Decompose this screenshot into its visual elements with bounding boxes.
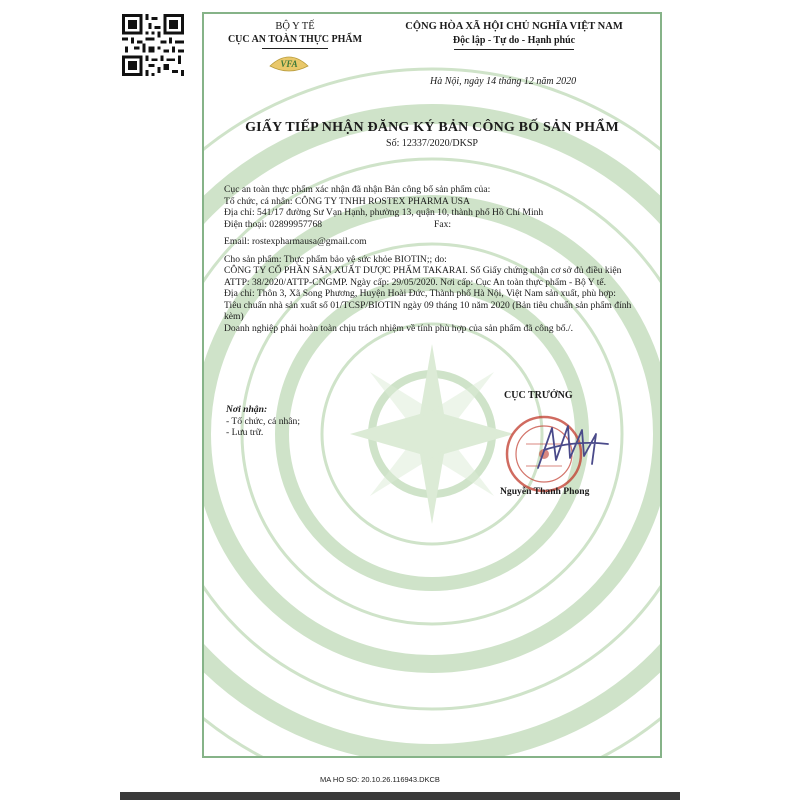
recipient-item: - Tổ chức, cá nhân; (226, 415, 301, 427)
issue-date: Hà Nội, ngày 14 tháng 12 năm 2020 (430, 76, 577, 87)
signer-name: Nguyễn Thanh Phong (500, 486, 590, 497)
organization-line: Tổ chức, cá nhân: CÔNG TY TNHH ROSTEX PHARMA USA (224, 195, 470, 207)
national-header (372, 20, 656, 50)
motto-underline (454, 49, 574, 50)
signer-position: CỤC TRƯỞNG (504, 390, 573, 401)
signature-icon (534, 420, 614, 480)
manufacturer-paragraph: CÔNG TY CỔ PHẦN SẢN XUẤT DƯỢC PHẨM TAKARAI. Số Giấy chứng nhận cơ sở đủ điều kiện ATTP: 38/2020/ATTP-CNGMP. Ngày cấp: 29/05/2020. Nơi cấp: Cục An toàn thực phẩm - Bộ Y tế. (224, 265, 622, 288)
address-line: Địa chỉ: 541/17 đường Sư Vạn Hạnh, phường 13, quận 10, thành phố Hồ Chí Minh (224, 207, 544, 218)
responsibility-line: Doanh nghiệp phải hoàn toàn chịu trách nhiệm về tính phù hợp của sản phẩm đã công bố./. (224, 322, 574, 334)
document-body (224, 184, 648, 334)
certificate-document (202, 12, 662, 758)
bottom-bar (120, 792, 680, 800)
manufacturer-address: Địa chỉ: Thôn 3, Xã Song Phương, Huyện Hoài Đức, Thành phố Hà Nội, Việt Nam sản xuất, phù hợp: (224, 288, 616, 299)
standard-paragraph: Tiêu chuẩn nhà sản xuất số 01/TCSP/BIOTIN ngày 09 tháng 10 năm 2020 (Bản tiêu chuẩn sản phẩm đính kèm) (224, 299, 632, 322)
agency-name: CỤC AN TOÀN THỰC PHẨM (227, 34, 363, 45)
page-title: GIẤY TIẾP NHẬN ĐĂNG KÝ BẢN CÔNG BỐ SẢN PHẨM (245, 120, 619, 135)
nation-name: CỘNG HÒA XÃ HỘI CHỦ NGHĨA VIỆT NAM (405, 21, 623, 32)
document-number: Số: 12337/2020/DKSP (386, 138, 478, 149)
recipient-item: - Lưu trữ. (226, 427, 264, 438)
recipients-block (226, 404, 300, 439)
header-underline (262, 48, 328, 49)
qr-code-icon (122, 14, 184, 76)
vfa-logo-icon (268, 52, 310, 74)
file-code: MA HO SO: 20.10.26.116943.DKCB (320, 775, 440, 784)
email-line: Email: rostexpharmausa@gmail.com (224, 236, 367, 247)
logo-text: VFA (280, 59, 298, 69)
phone-line: Điện thoại: 02899957768 (224, 218, 323, 230)
recipients-heading: Nơi nhận: (226, 404, 268, 415)
fax-line: Fax: (434, 218, 452, 230)
intro-text: Cục an toàn thực phẩm xác nhận đã nhận Bản công bố sản phẩm của: (224, 184, 491, 195)
ministry-name: BỘ Y TẾ (275, 21, 315, 32)
ministry-header (224, 20, 366, 49)
contact-line (224, 219, 648, 231)
national-motto: Độc lập - Tự do - Hạnh phúc (452, 35, 576, 46)
product-line: Cho sản phẩm: Thực phẩm bảo vệ sức khỏe BIOTIN;; do: (224, 253, 447, 265)
